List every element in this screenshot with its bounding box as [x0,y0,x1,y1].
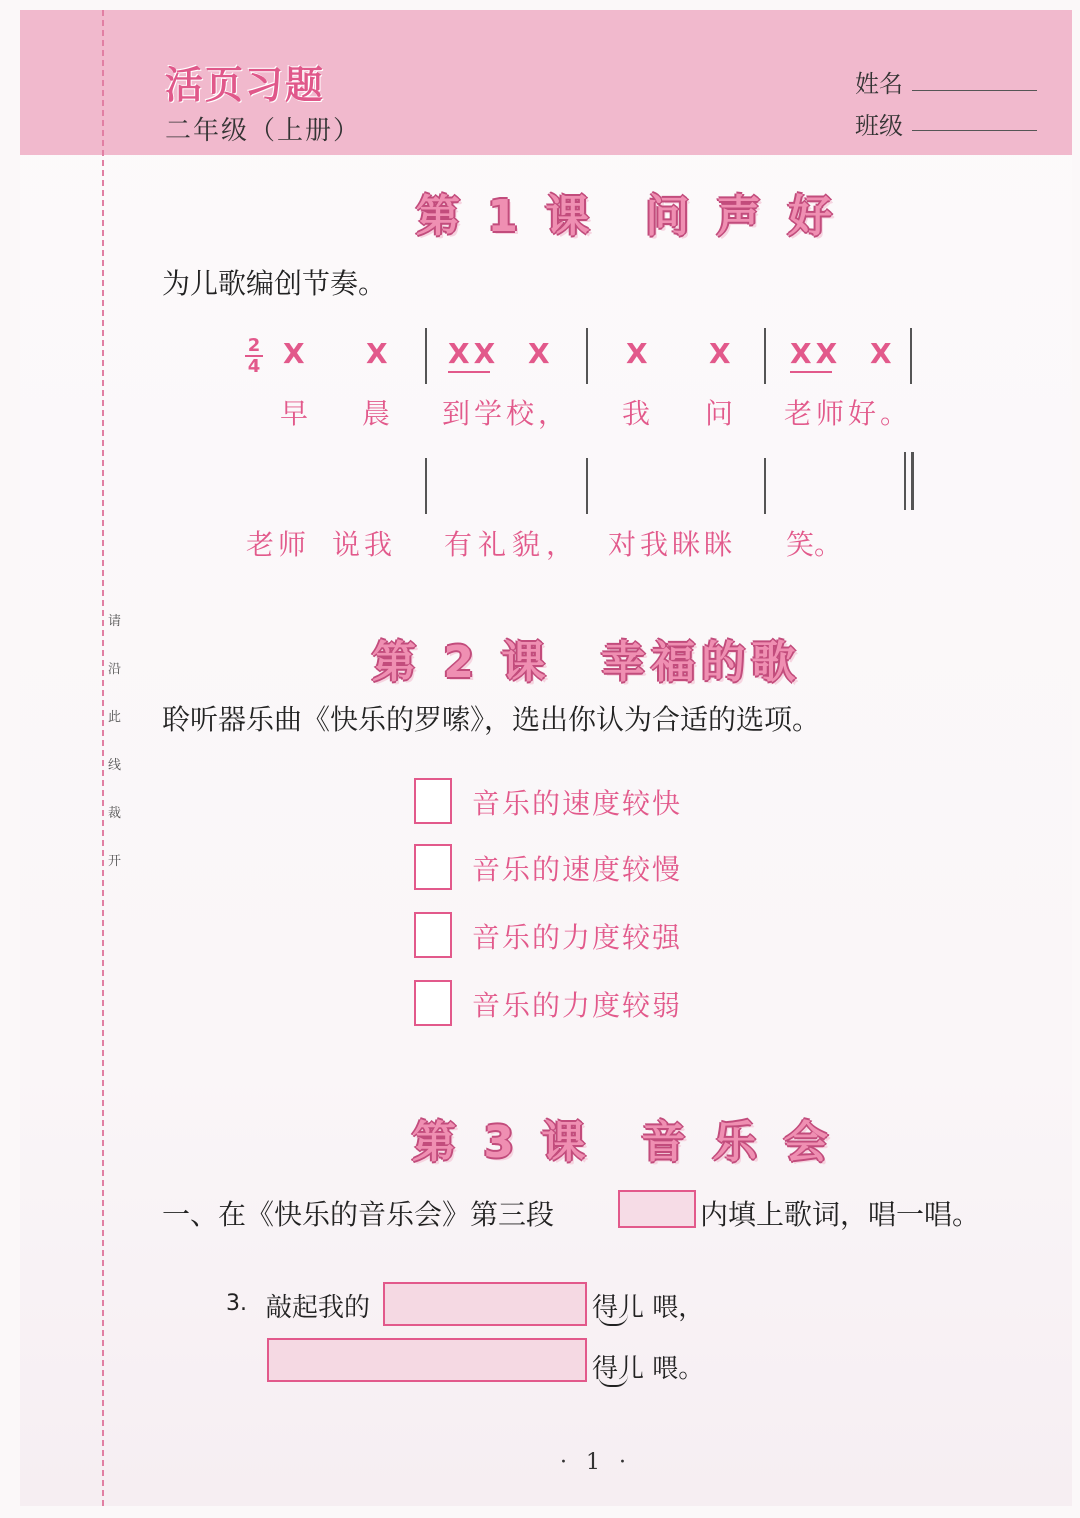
cut-guide-char: 线 [108,758,122,773]
lyric: 有礼貌， [444,528,581,561]
option-label: 音乐的速度较慢 [472,853,683,886]
lyric: 老师好。 [784,397,913,430]
time-signature [245,337,263,375]
barline [910,328,912,384]
rhythm-note: X [626,337,648,370]
cut-guide-char: 请 [108,614,122,629]
option-checkbox[interactable] [414,778,452,824]
lyric: 我 [622,397,651,430]
lesson3-instruction-part1: 一、在《快乐的音乐会》第三段 [162,1198,555,1231]
lesson1-title: 第 1 课 问 声 好 [416,191,838,242]
final-barline [904,452,906,510]
barline [425,328,427,384]
lyric: 晨 [362,397,391,430]
rhythm-note: X [528,337,550,370]
option-checkbox[interactable] [414,912,452,958]
name-label: 姓名 [855,70,903,98]
verse-line1-prefix: 敲起我的 [266,1293,371,1323]
lyric: 问 [705,397,734,430]
lyric-blank-1[interactable] [383,1282,587,1326]
app-title: 活页习题 [165,63,326,107]
cut-guide-char: 裁 [108,806,122,821]
option-label: 音乐的力度较弱 [472,989,683,1022]
lyric: 到学校， [442,397,571,430]
name-field[interactable] [912,90,1037,91]
rhythm-note: X [870,337,892,370]
option-label: 音乐的速度较快 [472,787,683,820]
lyric: 老师 [246,528,311,561]
barline [425,458,427,514]
option-label: 音乐的力度较强 [472,921,683,954]
lesson2-title: 第 2 课 幸福的歌 [372,637,802,688]
verse-line2-suffix: 得儿 喂。 [592,1354,705,1384]
cut-dashed-line [102,10,104,1506]
class-field[interactable] [912,130,1037,131]
cut-guide-char: 沿 [108,662,122,677]
lyric: 说我 [332,528,397,561]
rhythm-note: X [709,337,731,370]
barline [764,458,766,514]
lesson3-title: 第 3 课 音 乐 会 [412,1117,834,1168]
cut-guide-char: 此 [108,710,122,725]
lesson3-instruction-part2: 内填上歌词，唱一唱。 [700,1198,981,1231]
lyric-blank-2[interactable] [267,1338,587,1382]
lesson1-instruction: 为儿歌编创节奏。 [162,267,387,300]
final-barline-thick [911,452,914,510]
class-label: 班级 [855,112,903,140]
rhythm-note: X [366,337,388,370]
lyric: 笑。 [786,528,843,561]
rhythm-note: X [283,337,305,370]
barline [586,328,588,384]
barline [764,328,766,384]
note-beam [790,371,832,373]
time-signature-bottom: 4 [247,356,261,377]
page-number: · 1 · [560,1450,632,1475]
rhythm-note-pair: XX [448,337,500,370]
lyric: 早 [280,397,309,430]
lyric: 对我眯眯 [608,528,737,561]
verse-line1-suffix: 得儿 喂， [592,1293,705,1323]
grade-label: 二年级（上册） [165,116,362,146]
barline [586,458,588,514]
option-checkbox[interactable] [414,980,452,1026]
option-checkbox[interactable] [414,844,452,890]
rhythm-note-pair: XX [790,337,842,370]
time-signature-top: 2 [247,335,261,356]
verse-number: 3. [226,1291,247,1316]
cut-guide-char: 开 [108,854,122,869]
note-beam [448,371,490,373]
sample-fill-box [618,1190,696,1228]
lesson2-instruction: 聆听器乐曲《快乐的罗嗦》，选出你认为合适的选项。 [162,703,821,736]
